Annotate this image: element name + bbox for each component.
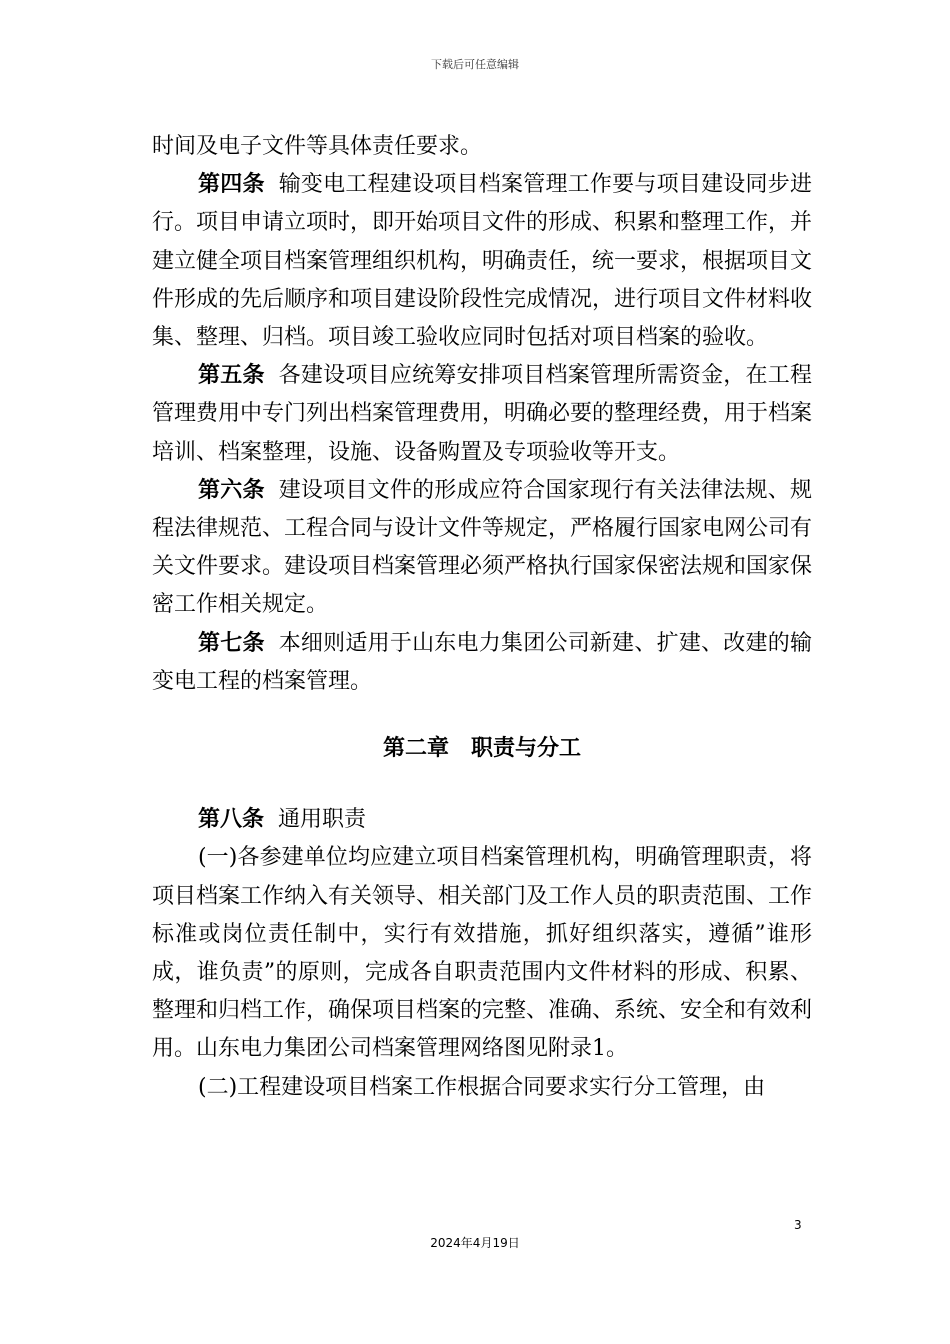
- article-5-text: 各建设项目应统筹安排项目档案管理所需资金，在工程管理费用中专门列出档案管理费用，明确必要的整理经费，用于档案培训、档案整理，设施、设备购置及专项验收等开支。: [152, 363, 813, 465]
- article-6-text: 建设项目文件的形成应符合国家现行有关法律法规、规程法律规范、工程合同与设计文件等规定，严格履行国家电网公司有关文件要求。建设项目档案管理必须严格执行国家保密法规和国家保密工作相关规定。: [152, 477, 813, 618]
- article-8-label: 第八条: [198, 807, 265, 833]
- article-6: [152, 472, 812, 625]
- article-8-text: 通用职责: [278, 807, 367, 833]
- page-number: 3: [794, 1218, 802, 1232]
- article-4: [152, 166, 812, 357]
- article-4-text: 输变电工程建设项目档案管理工作要与项目建设同步进行。项目申请立项时，即开始项目文件的形成、积累和整理工作，并建立健全项目档案管理组织机构，明确责任，统一要求，根据项目文件形成的先后顺序和项目建设阶段性完成情况，进行项目文件材料收集、整理、归档。项目竣工验收应同时包括对项目档案的验收。: [152, 172, 813, 351]
- paragraph-continuation: 时间及电子文件等具体责任要求。: [152, 134, 483, 159]
- article-8-item-2: (二)工程建设项目档案工作根据合同要求实行分工管理，由: [198, 1074, 766, 1100]
- chapter-heading: 第二章 职责与分工: [382, 736, 581, 762]
- article-4-label: 第四条: [198, 172, 265, 198]
- article-7: [152, 625, 812, 701]
- article-5: [152, 357, 812, 472]
- page-header: 下载后可任意编辑: [431, 58, 519, 71]
- article-8-item-1: (一)各参建单位均应建立项目档案管理机构，明确管理职责，将项目档案工作纳入有关领导、相关部门及工作人员的职责范围、工作标准或岗位责任制中，实行有效措施，抓好组织落实，遵循”谁形成，谁负责”的原则，完成各自职责范围内文件材料的形成、积累、整理和归档工作，确保项目档案的完整、准确、系统、安全和有效利用。山东电力集团公司档案管理网络图见附录1。: [152, 845, 813, 1062]
- article-7-text: 本细则适用于山东电力集团公司新建、扩建、改建的输变电工程的档案管理。: [152, 630, 812, 694]
- article-8: [152, 801, 812, 839]
- article-7-label: 第七条: [198, 630, 265, 656]
- footer-date: 2024年4月19日: [430, 1236, 520, 1250]
- document-body: [152, 128, 812, 1107]
- article-5-label: 第五条: [198, 363, 265, 389]
- article-6-label: 第六条: [198, 477, 265, 503]
